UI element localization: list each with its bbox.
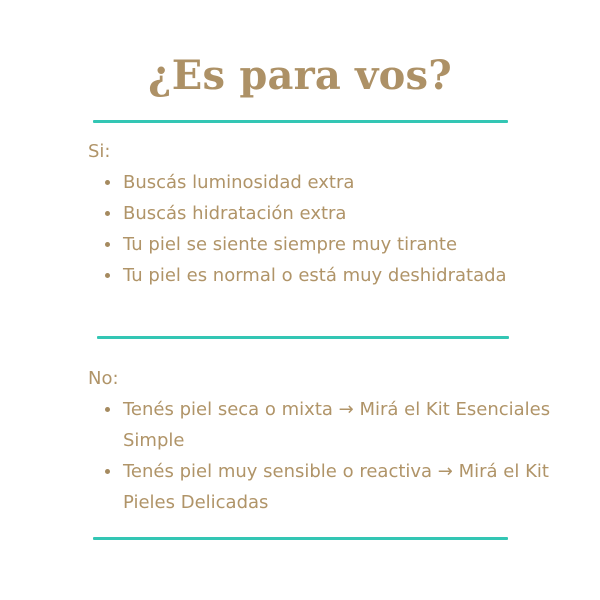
no-section-label: No:	[88, 368, 119, 389]
yes-section-label: Si:	[88, 141, 111, 162]
list-item	[123, 229, 563, 260]
list-item-text: Buscás luminosidad extra	[123, 172, 355, 193]
page-title: ¿Es para vos?	[148, 52, 452, 99]
yes-list	[88, 167, 563, 291]
bullet-icon	[105, 407, 110, 412]
list-item	[123, 198, 563, 229]
list-item-text: Tu piel es normal o está muy deshidratada	[123, 265, 507, 286]
divider-top	[93, 120, 508, 123]
bullet-icon	[105, 211, 110, 216]
bullet-icon	[105, 242, 110, 247]
list-item-text: Tenés piel seca o mixta → Mirá el Kit Esenciales Simple	[123, 399, 551, 451]
list-item	[123, 456, 563, 518]
list-item-text: Tenés piel muy sensible o reactiva → Mirá el Kit Pieles Delicadas	[123, 461, 549, 513]
list-item	[123, 167, 563, 198]
list-item	[123, 394, 563, 456]
list-item	[123, 260, 563, 291]
divider-middle	[97, 336, 509, 339]
no-list	[88, 394, 563, 518]
bullet-icon	[105, 273, 110, 278]
list-item-text: Buscás hidratación extra	[123, 203, 347, 224]
list-item-text: Tu piel se siente siempre muy tirante	[123, 234, 458, 255]
bullet-icon	[105, 180, 110, 185]
bullet-icon	[105, 469, 110, 474]
divider-bottom	[93, 537, 508, 540]
